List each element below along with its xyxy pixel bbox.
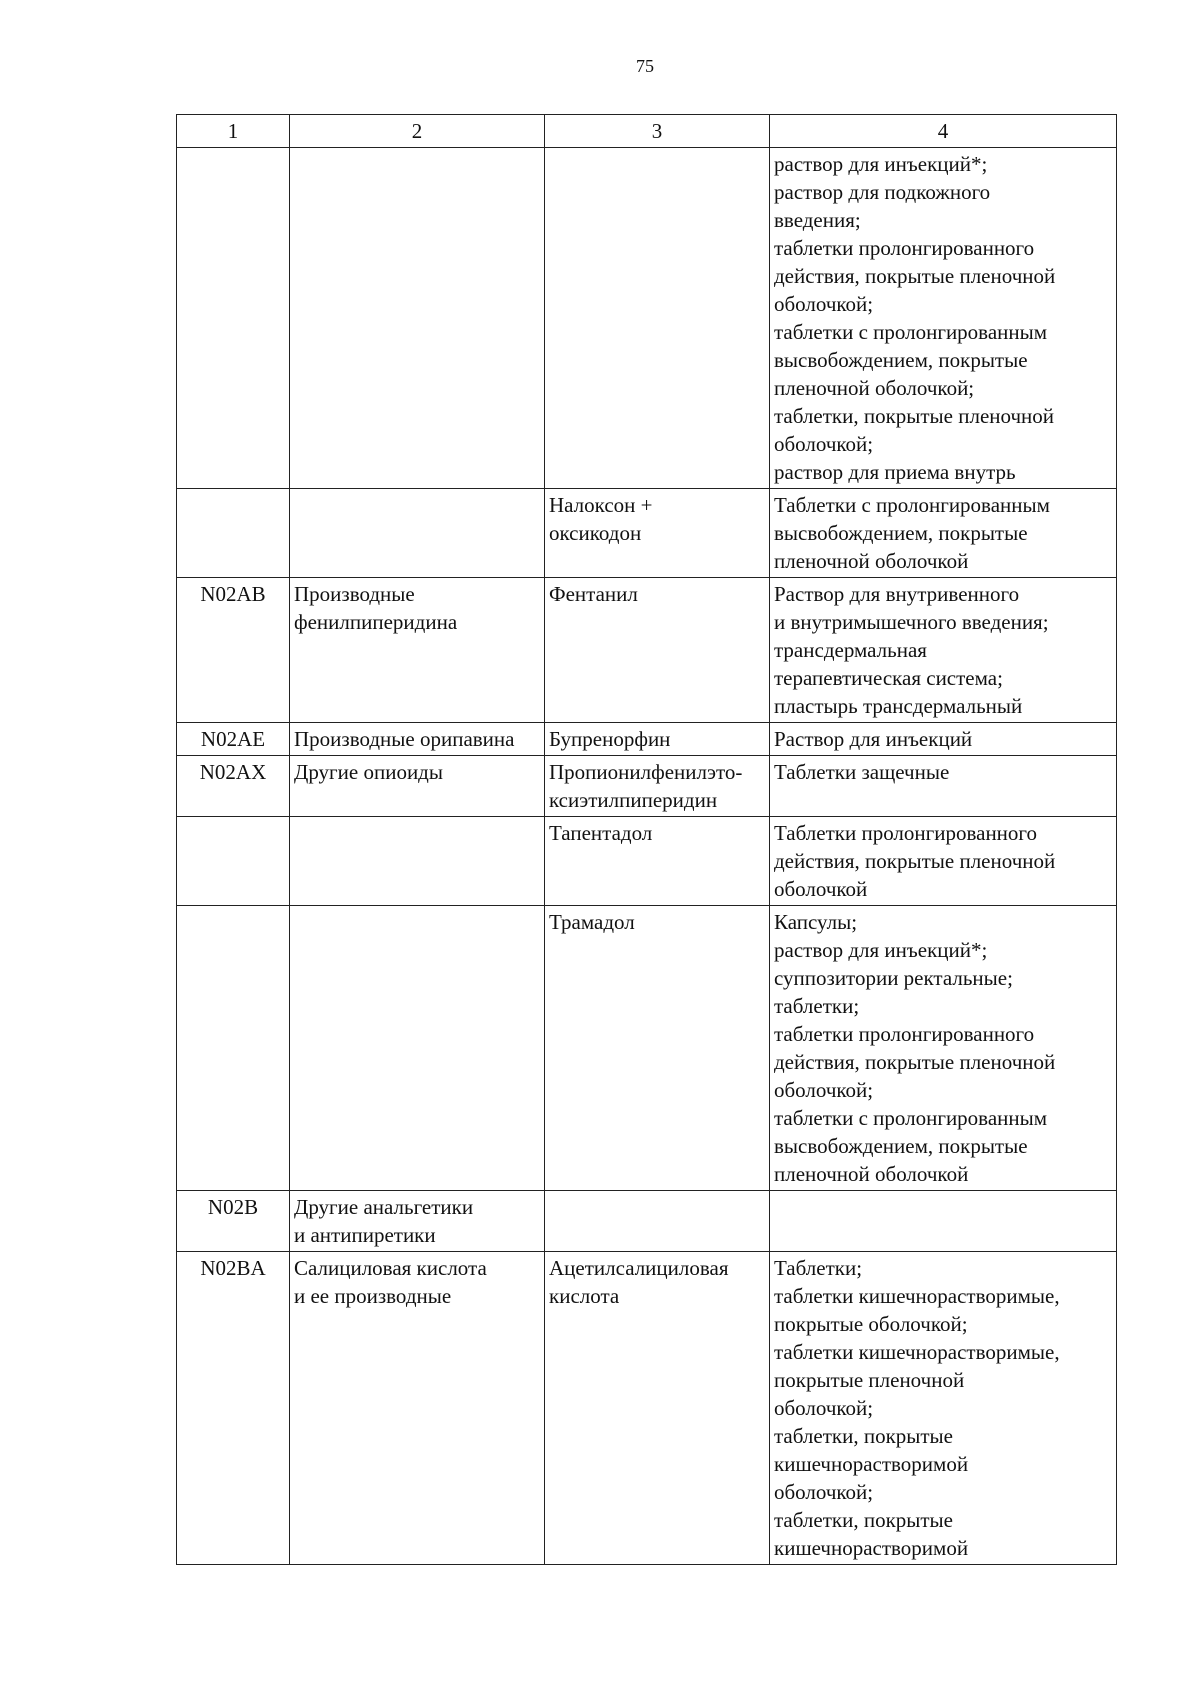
dosage-forms-cell-line: таблетки, покрытые: [774, 1424, 953, 1448]
dosage-forms-cell: [770, 578, 1117, 723]
dosage-forms-cell-line: кишечнорастворимой: [774, 1452, 969, 1476]
drug-name-cell: [545, 906, 770, 1191]
drug-name-cell-line: Бупренорфин: [549, 727, 671, 751]
drug-name-cell-line: ксиэтилпиперидин: [549, 788, 718, 812]
dosage-forms-cell: [770, 756, 1117, 817]
dosage-forms-cell-line: раствор для подкожного: [774, 180, 991, 204]
dosage-forms-cell-line: таблетки с пролонгированным: [774, 1106, 1048, 1130]
dosage-forms-cell-line: таблетки кишечнорастворимые,: [774, 1340, 1060, 1364]
dosage-forms-cell-line: действия, покрытые пленочной: [774, 264, 1056, 288]
group-name-cell: [290, 756, 545, 817]
dosage-forms-cell-line: трансдермальная: [774, 638, 927, 662]
group-name-cell: [290, 489, 545, 578]
dosage-forms-cell-line: оболочкой;: [774, 1078, 874, 1102]
table-row: [177, 148, 1117, 489]
dosage-forms-cell-line: высвобождением, покрытые: [774, 1134, 1028, 1158]
dosage-forms-cell-line: и внутримышечного введения;: [774, 610, 1049, 634]
header-row: [177, 115, 1117, 148]
group-name-cell-line: Другие опиоиды: [294, 760, 443, 784]
group-name-cell-line: Производные орипавина: [294, 727, 515, 751]
group-name-cell-line: и антипиретики: [294, 1223, 436, 1247]
dosage-forms-cell-line: таблетки пролонгированного: [774, 1022, 1035, 1046]
atc-code-cell: N02AE: [177, 723, 290, 756]
dosage-forms-cell-line: раствор для приема внутрь: [774, 460, 1016, 484]
drug-name-cell: [545, 1252, 770, 1565]
dosage-forms-cell-line: оболочкой;: [774, 1480, 874, 1504]
dosage-forms-cell-line: покрытые пленочной: [774, 1368, 965, 1392]
dosage-forms-cell-line: таблетки, покрытые: [774, 1508, 953, 1532]
header-col-4: 4: [770, 115, 1117, 148]
group-name-cell-line: Производные: [294, 582, 415, 606]
dosage-forms-cell-line: оболочкой;: [774, 1396, 874, 1420]
dosage-forms-cell-line: кишечнорастворимой: [774, 1536, 969, 1560]
dosage-forms-cell-line: оболочкой;: [774, 432, 874, 456]
group-name-cell: [290, 723, 545, 756]
table-row: [177, 1191, 1117, 1252]
drug-table: [176, 114, 1117, 1565]
dosage-forms-cell: [770, 148, 1117, 489]
table-body: [177, 148, 1117, 1565]
dosage-forms-cell-line: пленочной оболочкой;: [774, 376, 975, 400]
dosage-forms-cell-line: оболочкой: [774, 877, 868, 901]
drug-name-cell: [545, 489, 770, 578]
page-number: 75: [636, 56, 654, 76]
header-col-2: 2: [290, 115, 545, 148]
dosage-forms-cell-line: таблетки;: [774, 994, 860, 1018]
drug-name-cell-line: Налоксон +: [549, 493, 653, 517]
drug-name-cell: [545, 1191, 770, 1252]
atc-code-cell: [177, 906, 290, 1191]
atc-code-cell: N02B: [177, 1191, 290, 1252]
dosage-forms-cell: [770, 1191, 1117, 1252]
dosage-forms-cell-line: таблетки пролонгированного: [774, 236, 1035, 260]
group-name-cell: [290, 1191, 545, 1252]
dosage-forms-cell: [770, 906, 1117, 1191]
dosage-forms-cell: [770, 723, 1117, 756]
group-name-cell: [290, 148, 545, 489]
group-name-cell-line: Другие анальгетики: [294, 1195, 474, 1219]
dosage-forms-cell: [770, 489, 1117, 578]
group-name-cell-line: и ее производные: [294, 1284, 452, 1308]
drug-name-cell-line: оксикодон: [549, 521, 642, 545]
dosage-forms-cell-line: покрытые оболочкой;: [774, 1312, 968, 1336]
dosage-forms-cell: [770, 817, 1117, 906]
dosage-forms-cell-line: таблетки с пролонгированным: [774, 320, 1048, 344]
dosage-forms-cell-line: суппозитории ректальные;: [774, 966, 1013, 990]
drug-name-cell-line: Трамадол: [549, 910, 635, 934]
atc-code-cell: N02AX: [177, 756, 290, 817]
drug-name-cell: [545, 723, 770, 756]
dosage-forms-cell-line: Капсулы;: [774, 910, 858, 934]
header-col-3: 3: [545, 115, 770, 148]
dosage-forms-cell-line: действия, покрытые пленочной: [774, 1050, 1056, 1074]
table-row: [177, 723, 1117, 756]
dosage-forms-cell-line: Таблетки пролонгированного: [774, 821, 1038, 845]
group-name-cell: [290, 1252, 545, 1565]
table-row: [177, 906, 1117, 1191]
drug-name-cell-line: Пропионилфенилэто-: [549, 760, 743, 784]
group-name-cell-line: Салициловая кислота: [294, 1256, 487, 1280]
table-row: [177, 489, 1117, 578]
dosage-forms-cell-line: оболочкой;: [774, 292, 874, 316]
table-row: [177, 1252, 1117, 1565]
dosage-forms-cell-line: таблетки, покрытые пленочной: [774, 404, 1055, 428]
table-row: [177, 578, 1117, 723]
drug-name-cell-line: Фентанил: [549, 582, 638, 606]
atc-code-cell: N02BA: [177, 1252, 290, 1565]
dosage-forms-cell-line: высвобождением, покрытые: [774, 521, 1028, 545]
dosage-forms-cell: [770, 1252, 1117, 1565]
dosage-forms-cell-line: раствор для инъекций*;: [774, 152, 988, 176]
dosage-forms-cell-line: раствор для инъекций*;: [774, 938, 988, 962]
dosage-forms-cell-line: терапевтическая система;: [774, 666, 1003, 690]
dosage-forms-cell-line: высвобождением, покрытые: [774, 348, 1028, 372]
dosage-forms-cell-line: Таблетки защечные: [774, 760, 950, 784]
dosage-forms-cell-line: Таблетки;: [774, 1256, 863, 1280]
atc-code-cell: [177, 489, 290, 578]
dosage-forms-cell-line: пластырь трансдермальный: [774, 694, 1023, 718]
group-name-cell: [290, 817, 545, 906]
dosage-forms-cell-line: введения;: [774, 208, 861, 232]
drug-name-cell: [545, 756, 770, 817]
atc-code-cell: N02AB: [177, 578, 290, 723]
atc-code-cell: [177, 817, 290, 906]
dosage-forms-cell-line: пленочной оболочкой: [774, 549, 969, 573]
drug-name-cell-line: кислота: [549, 1284, 620, 1308]
dosage-forms-cell-line: Таблетки с пролонгированным: [774, 493, 1050, 517]
dosage-forms-cell-line: таблетки кишечнорастворимые,: [774, 1284, 1060, 1308]
table-header: [177, 115, 1117, 148]
group-name-cell: [290, 906, 545, 1191]
drug-name-cell-line: Тапентадол: [549, 821, 653, 845]
group-name-cell: [290, 578, 545, 723]
table-row: [177, 817, 1117, 906]
dosage-forms-cell-line: действия, покрытые пленочной: [774, 849, 1056, 873]
header-col-1: 1: [177, 115, 290, 148]
table-row: [177, 756, 1117, 817]
dosage-forms-cell-line: Раствор для внутривенного: [774, 582, 1020, 606]
dosage-forms-cell-line: пленочной оболочкой: [774, 1162, 969, 1186]
drug-name-cell-line: Ацетилсалициловая: [549, 1256, 729, 1280]
atc-code-cell: [177, 148, 290, 489]
drug-name-cell: [545, 817, 770, 906]
drug-name-cell: [545, 148, 770, 489]
drug-name-cell: [545, 578, 770, 723]
dosage-forms-cell-line: Раствор для инъекций: [774, 727, 973, 751]
group-name-cell-line: фенилпиперидина: [294, 610, 458, 634]
